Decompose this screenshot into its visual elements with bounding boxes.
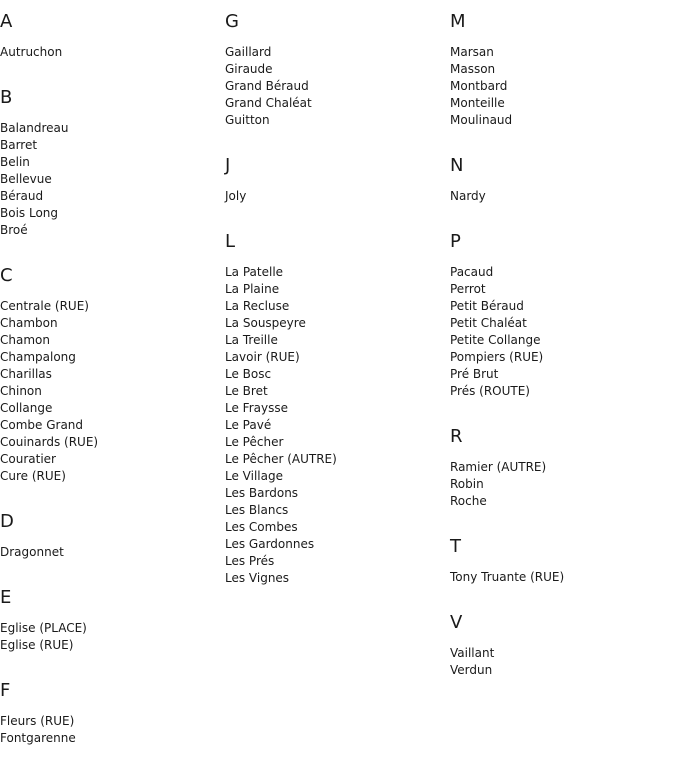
street-link[interactable]: Chinon bbox=[0, 384, 42, 398]
street-link[interactable]: Le Pavé bbox=[225, 418, 272, 432]
street-link[interactable]: Prés (ROUTE) bbox=[450, 384, 530, 398]
street-link[interactable]: Fontgarenne bbox=[0, 731, 76, 745]
letter-heading: M bbox=[450, 11, 466, 32]
letter-heading: P bbox=[450, 231, 461, 252]
letter-heading: T bbox=[450, 536, 461, 557]
street-link[interactable]: Chambon bbox=[0, 316, 58, 330]
street-link[interactable]: Collange bbox=[0, 401, 53, 415]
street-link[interactable]: Les Gardonnes bbox=[225, 537, 315, 551]
street-link[interactable]: Les Combes bbox=[225, 520, 298, 534]
letter-heading: G bbox=[225, 11, 239, 32]
letter-group-p bbox=[450, 230, 670, 400]
letter-heading: L bbox=[225, 231, 236, 252]
street-index-column-1 bbox=[0, 10, 220, 772]
street-link[interactable]: Béraud bbox=[0, 189, 44, 203]
street-link[interactable]: Le Pêcher bbox=[225, 435, 284, 449]
street-link[interactable]: Fleurs (RUE) bbox=[0, 714, 75, 728]
street-link[interactable]: Balandreau bbox=[0, 121, 69, 135]
street-link[interactable]: Les Vignes bbox=[225, 571, 290, 585]
street-link[interactable]: Cure (RUE) bbox=[0, 469, 66, 483]
letter-heading: E bbox=[0, 587, 12, 608]
street-link[interactable]: Vaillant bbox=[450, 646, 495, 660]
street-link[interactable]: Monteille bbox=[450, 96, 505, 110]
street-link[interactable]: Eglise (RUE) bbox=[0, 638, 74, 652]
street-link[interactable]: Giraude bbox=[225, 62, 273, 76]
letter-group-e bbox=[0, 586, 220, 654]
letter-group-f bbox=[0, 679, 220, 747]
letter-group-b bbox=[0, 86, 220, 239]
street-link[interactable]: Les Bardons bbox=[225, 486, 299, 500]
street-link[interactable]: Le Fraysse bbox=[225, 401, 288, 415]
street-link[interactable]: Couratier bbox=[0, 452, 56, 466]
letter-group-a bbox=[0, 10, 220, 61]
letter-heading: F bbox=[0, 680, 11, 701]
street-link[interactable]: Petit Béraud bbox=[450, 299, 524, 313]
letter-group-t bbox=[450, 535, 670, 586]
street-link[interactable]: Verdun bbox=[450, 663, 493, 677]
street-link[interactable]: La Patelle bbox=[225, 265, 284, 279]
street-link[interactable]: Le Bret bbox=[225, 384, 268, 398]
street-link[interactable]: La Souspeyre bbox=[225, 316, 306, 330]
street-link[interactable]: La Plaine bbox=[225, 282, 280, 296]
letter-group-d bbox=[0, 510, 220, 561]
street-link[interactable]: Le Bosc bbox=[225, 367, 272, 381]
letter-heading: C bbox=[0, 265, 13, 286]
street-link[interactable]: Guitton bbox=[225, 113, 270, 127]
street-index-column-3 bbox=[450, 10, 670, 704]
street-link[interactable]: Champalong bbox=[0, 350, 76, 364]
street-link[interactable]: Dragonnet bbox=[0, 545, 64, 559]
street-link[interactable]: Combe Grand bbox=[0, 418, 84, 432]
street-link[interactable]: Ramier (AUTRE) bbox=[450, 460, 547, 474]
letter-heading: D bbox=[0, 511, 14, 532]
letter-group-l bbox=[225, 230, 445, 587]
street-link[interactable]: Le Pêcher (AUTRE) bbox=[225, 452, 337, 466]
letter-group-c bbox=[0, 264, 220, 485]
letter-group-j bbox=[225, 154, 445, 205]
street-index-column-2 bbox=[225, 10, 445, 612]
street-link[interactable]: Chamon bbox=[0, 333, 50, 347]
street-link[interactable]: Tony Truante (RUE) bbox=[450, 570, 565, 584]
street-link[interactable]: Les Blancs bbox=[225, 503, 289, 517]
street-link[interactable]: Gaillard bbox=[225, 45, 272, 59]
letter-heading: V bbox=[450, 612, 463, 633]
letter-group-v bbox=[450, 611, 670, 679]
street-link[interactable]: Robin bbox=[450, 477, 484, 491]
letter-heading: R bbox=[450, 426, 463, 447]
letter-heading: A bbox=[0, 11, 13, 32]
street-link[interactable]: Montbard bbox=[450, 79, 508, 93]
letter-heading: J bbox=[225, 155, 231, 176]
street-link[interactable]: Belin bbox=[0, 155, 30, 169]
street-link[interactable]: Grand Béraud bbox=[225, 79, 309, 93]
street-link[interactable]: Autruchon bbox=[0, 45, 63, 59]
street-link[interactable]: Petite Collange bbox=[450, 333, 541, 347]
letter-heading: N bbox=[450, 155, 464, 176]
street-link[interactable]: Pré Brut bbox=[450, 367, 499, 381]
street-link[interactable]: Broé bbox=[0, 223, 28, 237]
street-link[interactable]: Barret bbox=[0, 138, 38, 152]
street-link[interactable]: Couinards (RUE) bbox=[0, 435, 99, 449]
street-link[interactable]: Masson bbox=[450, 62, 496, 76]
street-link[interactable]: Pacaud bbox=[450, 265, 494, 279]
street-link[interactable]: Centrale (RUE) bbox=[0, 299, 89, 313]
letter-group-g bbox=[225, 10, 445, 129]
street-link[interactable]: Bois Long bbox=[0, 206, 59, 220]
street-link[interactable]: Marsan bbox=[450, 45, 494, 59]
street-link[interactable]: Perrot bbox=[450, 282, 486, 296]
street-link[interactable]: Charillas bbox=[0, 367, 52, 381]
street-link[interactable]: Moulinaud bbox=[450, 113, 513, 127]
street-link[interactable]: Grand Chaléat bbox=[225, 96, 312, 110]
street-link[interactable]: Joly bbox=[225, 189, 247, 203]
letter-heading: B bbox=[0, 87, 13, 108]
letter-group-n bbox=[450, 154, 670, 205]
letter-group-r bbox=[450, 425, 670, 510]
street-link[interactable]: La Treille bbox=[225, 333, 278, 347]
street-link[interactable]: Bellevue bbox=[0, 172, 52, 186]
street-link[interactable]: Nardy bbox=[450, 189, 486, 203]
street-link[interactable]: Lavoir (RUE) bbox=[225, 350, 300, 364]
street-link[interactable]: Petit Chaléat bbox=[450, 316, 527, 330]
letter-group-m bbox=[450, 10, 670, 129]
street-link[interactable]: Le Village bbox=[225, 469, 283, 483]
street-link[interactable]: Les Prés bbox=[225, 554, 275, 568]
street-link[interactable]: Pompiers (RUE) bbox=[450, 350, 544, 364]
street-link[interactable]: Roche bbox=[450, 494, 487, 508]
street-link[interactable]: Eglise (PLACE) bbox=[0, 621, 87, 635]
street-link[interactable]: La Recluse bbox=[225, 299, 290, 313]
